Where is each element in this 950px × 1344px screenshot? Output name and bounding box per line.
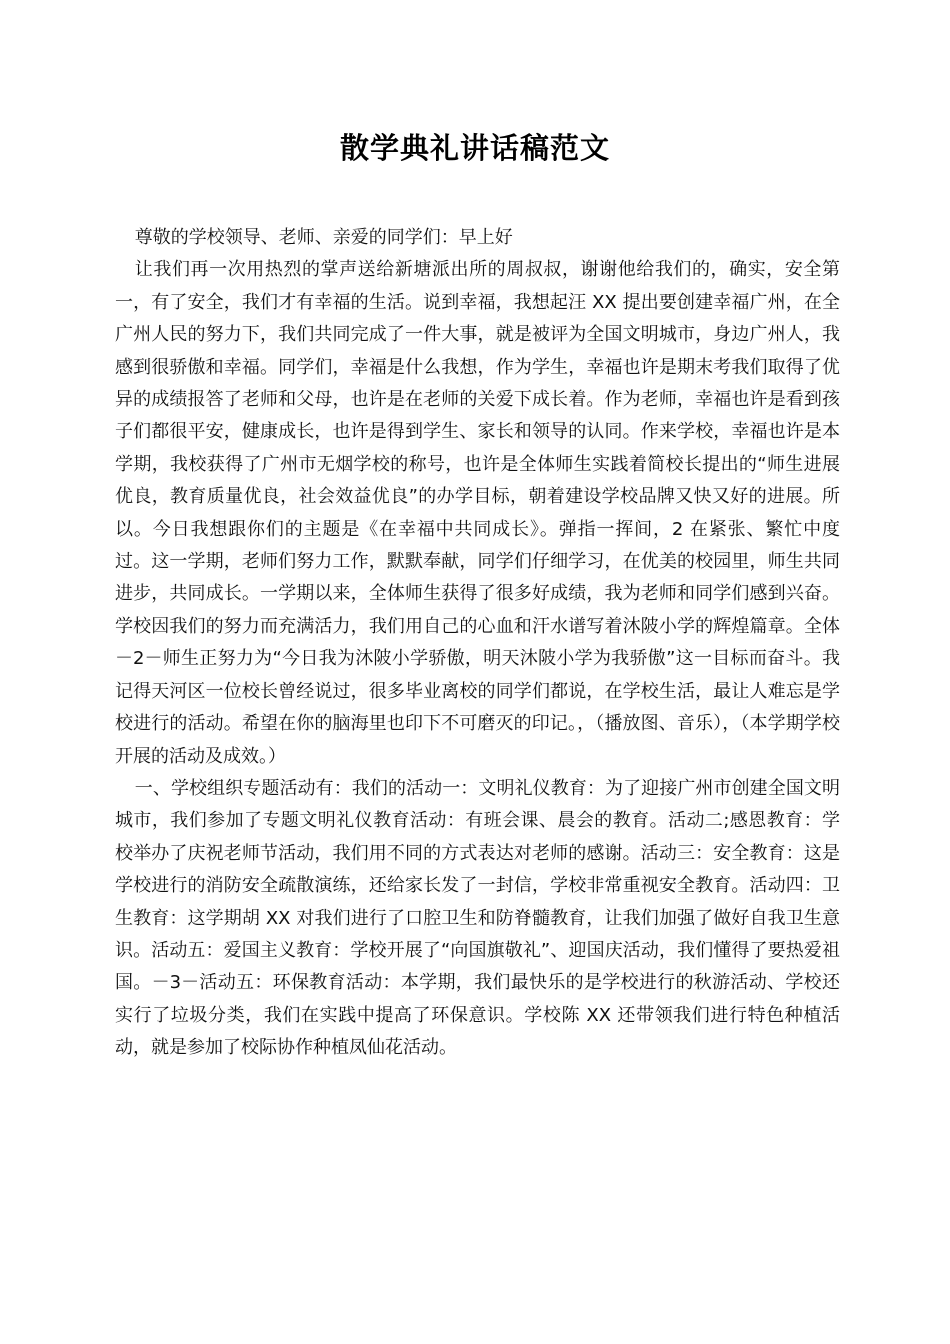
paragraph-1: 让我们再一次用热烈的掌声送给新塘派出所的周叔叔，谢谢他给我们的，确实，安全第一，有了安全，我们才有幸福的生活。说到幸福，我想起汪 XX 提出要创建幸福广州，在全广州人民的努力下，我们共同完成了一件大事，就是被评为全国文明城市，身边广州人，我感到很骄傲和幸福。同学们，幸福是什么我想，作为学生，幸福也许是期末考我们取得了优异的成绩报答了老师和父母，也许是在老师的关爱下成长着。作为老师，幸福也许是看到孩子们都很平安，健康成长，也许是得到学生、家长和领导的认同。作来学校，幸福也许是本学期，我校获得了广州市无烟学校的称号，也许是全体师生实践着简校长提出的“师生进展优良，教育质量优良，社会效益优良”的办学目标，朝着建设学校品牌又快又好的进展。所以。今日我想跟你们的主题是《在幸福中共同成长》。弹指一挥间，2 在紧张、繁忙中度过。这一学期，老师们努力工作，默默奉献，同学们仔细学习，在优美的校园里，师生共同进步，共同成长。一学期以来，全体师生获得了很多好成绩，我为老师和同学们感到兴奋。学校因我们的努力而充满活力，我们用自己的心血和汗水谱写着沐陂小学的辉煌篇章。全体－2－师生正努力为“今日我为沐陂小学骄傲，明天沐陂小学为我骄傲”这一目标而奋斗。我记得天河区一位校长曾经说过，很多毕业离校的同学们都说，在学校生活，最让人难忘是学校进行的活动。希望在你的脑海里也印下不可磨灭的印记。，（播放图、音乐），（本学期学校开展的活动及成效。） — [115, 259, 840, 767]
greeting-line: 尊敬的学校领导、老师、亲爱的同学们：早上好 — [134, 227, 513, 248]
document-title: 散学典礼讲话稿范文 — [339, 131, 610, 165]
document-body — [115, 222, 840, 1065]
paragraph-2: 一、学校组织专题活动有：我们的活动一：文明礼仪教育：为了迎接广州市创建全国文明城市，我们参加了专题文明礼仪教育活动：有班会课、晨会的教育。活动二;感恩教育：学校举办了庆祝老师节活动，我们用不同的方式表达对老师的感谢。活动三：安全教育：这是学校进行的消防安全疏散演练，还给家长发了一封信，学校非常重视安全教育。活动四：卫生教育：这学期胡 XX 对我们进行了口腔卫生和防脊髓教育，让我们加强了做好自我卫生意识。活动五：爱国主义教育：学校开展了“向国旗敬礼”、迎国庆活动，我们懂得了要热爱祖国。－3－活动五：环保教育活动：本学期，我们最快乐的是学校进行的秋游活动、学校还实行了垃圾分类，我们在实践中提高了环保意识。学校陈 XX 还带领我们进行特色种植活动，就是参加了校际协作种植凤仙花活动。 — [115, 777, 840, 1059]
